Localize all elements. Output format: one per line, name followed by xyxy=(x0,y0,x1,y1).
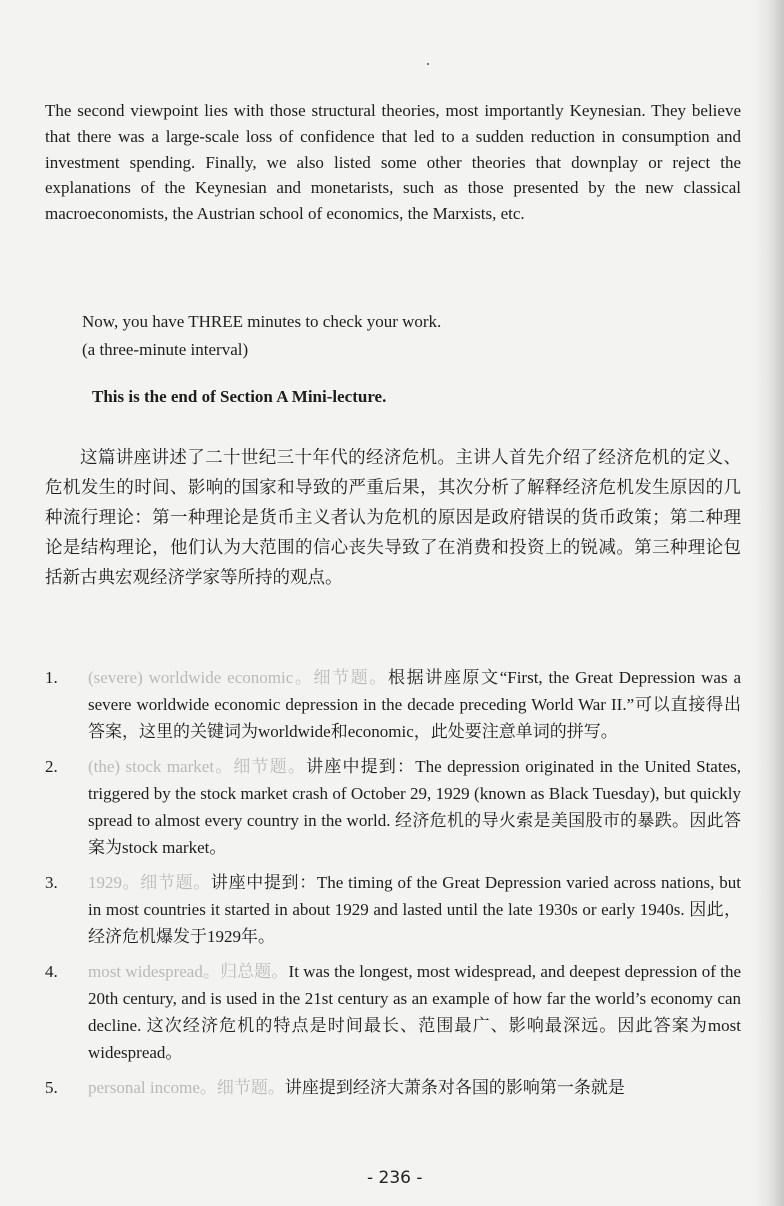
answer-tag: personal income。细节题。 xyxy=(88,1078,285,1097)
answer-item xyxy=(45,753,741,861)
intro-paragraph: The second viewpoint lies with those structural theories, most importantly Keynesian. They believe that there was a large-scale loss of confidence that led to a sudden reduction in consumption and investment spending. Finally, we also listed some other theories that downplay or reject the explanations of the Keynesian and monetarists, such as those presented by the new classical macroeconomists, the Austrian school of economics, the Marxists, etc. xyxy=(45,101,741,224)
answer-item xyxy=(45,958,741,1066)
answer-number: 3. xyxy=(45,873,58,892)
scan-speck xyxy=(427,63,429,65)
answer-explanation: It was the longest, most widespread, and deepest depression of the 20th century, and is used in the 21st century as an example of how far the world’s economy can decline. 这次经济危机的特点是时间最长、范围最广、影响最深远。因此答案为most widespread。 xyxy=(88,962,741,1062)
answer-list xyxy=(45,664,741,1109)
interval-note: (a three-minute interval) xyxy=(82,340,249,359)
answer-item xyxy=(45,1074,741,1101)
section-end-note: This is the end of Section A Mini-lecture. xyxy=(92,387,387,406)
answer-number: 5. xyxy=(45,1078,58,1097)
check-instruction: Now, you have THREE minutes to check your work. xyxy=(82,312,442,331)
page-edge-shadow xyxy=(754,0,784,1206)
answer-item xyxy=(45,869,741,950)
answer-explanation: 讲座中提到：The depression originated in the United States, triggered by the stock market crash of October 29, 1929 (known as Black Tuesday), but quickly spread to almost every country in the world. 经济危机的导火索是美国股市的暴跌。因此答案为stock market。 xyxy=(88,757,741,857)
answer-explanation: 讲座中提到：The timing of the Great Depression varied across nations, but in most countries it started in about 1929 and lasted until the late 1930s or early 1940s. 因此，经济危机爆发于1929年。 xyxy=(88,873,741,946)
answer-explanation: 讲座提到经济大萧条对各国的影响第一条就是 xyxy=(284,1078,625,1097)
page-number: - 236 - xyxy=(367,1168,423,1188)
answer-tag: 1929。细节题。 xyxy=(88,873,211,892)
chinese-summary: 这篇讲座讲述了二十世纪三十年代的经济危机。主讲人首先介绍了经济危机的定义、危机发生的时间、影响的国家和导致的严重后果，其次分析了解释经济危机发生原因的几种流行理论：第一种理论是货币主义者认为危机的原因是政府错误的货币政策；第二种理论是结构理论，他们认为大范围的信心丧失导致了在消费和投资上的锐减。第三种理论包括新古典宏观经济学家等所持的观点。 xyxy=(45,448,741,588)
answer-item xyxy=(45,664,741,745)
answer-number: 1. xyxy=(45,668,58,687)
answer-number: 4. xyxy=(45,962,58,981)
answer-tag: (the) stock market。细节题。 xyxy=(88,757,307,776)
answer-number: 2. xyxy=(45,757,58,776)
answer-tag: (severe) worldwide economic。细节题。 xyxy=(88,668,388,687)
answer-tag: most widespread。归总题。 xyxy=(88,962,289,981)
answer-explanation: 根据讲座原文“First, the Great Depression was a severe worldwide economic depression in the decade preceding World War II.”可以直接得出答案，这里的关键词为worldwide和economic，此处要注意单词的拼写。 xyxy=(88,668,741,741)
